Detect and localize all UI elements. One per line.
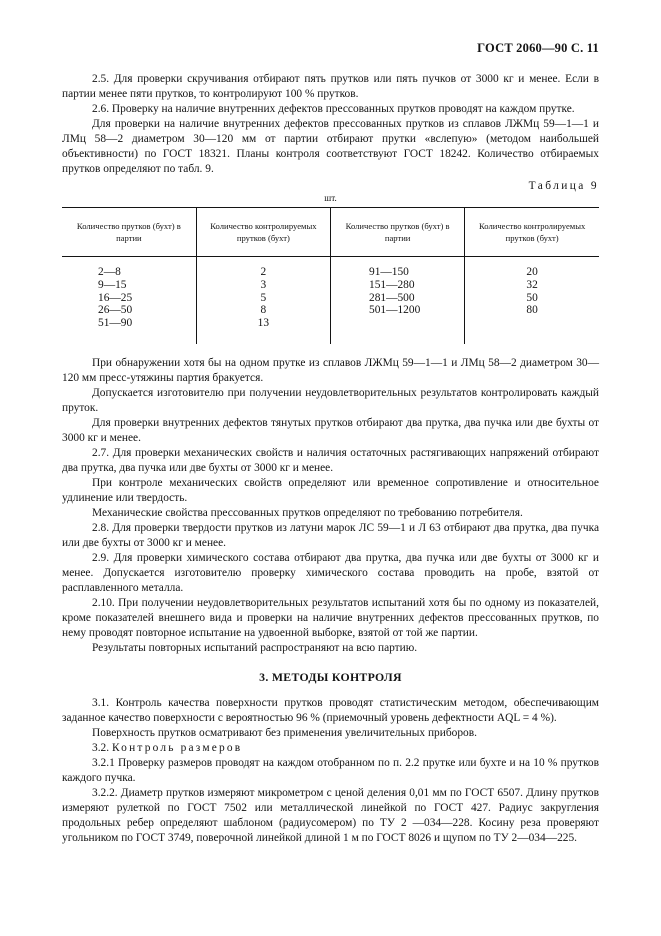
paragraph-allowed: Допускается изготовителю при получении неудовлетворительных результатов контролировать каждый пруток.	[62, 387, 599, 414]
column-controlled-1	[196, 257, 330, 345]
paragraph-2-9: 2.9. Для проверки химического состава отбирают два прутка, два пучка или две бухты от 3000 кг и менее. Допускается изготовителю проверку химического состава проводить на пробе, взятой от расплавленного металла.	[62, 552, 599, 594]
paragraph-2-6: 2.6. Проверку на наличие внутренних дефектов прессованных прутков проводят на каждом прутке.	[92, 103, 575, 115]
paragraph-3-1-surface: Поверхность прутков осматривают без применения увеличительных приборов.	[92, 727, 477, 739]
table-cell: 80	[526, 304, 538, 317]
table-cell: 151—280	[369, 278, 415, 291]
paragraph-drawn-bars: Для проверки внутренних дефектов тянутых прутков отбирают два прутка, два пучка или две бухты от 3000 кг и менее.	[62, 417, 599, 444]
column-controlled-2	[465, 257, 599, 345]
table-cell: 26—50	[98, 304, 133, 317]
table-cell: 51—90	[98, 317, 133, 330]
table-cell: 501—1200	[369, 304, 421, 317]
clause-title: Контроль размеров	[111, 742, 243, 754]
paragraph-rejection: При обнаружении хотя бы на одном прутке из сплавов ЛЖМц 59—1—1 и ЛМц 58—2 диаметром 30—120 мм пресс-утяжины партия бракуется.	[62, 357, 599, 384]
paragraph-pressed: Механические свойства прессованных прутков определяют по требованию потребителя.	[92, 507, 523, 519]
paragraph-3-2	[62, 741, 599, 756]
table-row	[62, 257, 599, 345]
table-cell: 8	[260, 304, 267, 317]
paragraph-2-6-details: Для проверки на наличие внутренних дефектов прессованных прутков из сплавов ЛЖМц 59—1—1 и ЛМц 58—2 диаметром 30—120 мм от партии отбирают прутки «вслепую» (методом наибольшей объективности) по ГОСТ 18321. Планы контроля соответствуют ГОСТ 18242. Количество отбираемых прутков определяют по табл. 9.	[62, 118, 599, 175]
table-cell: 50	[526, 291, 538, 304]
paragraph-2-10: 2.10. При получении неудовлетворительных результатов испытаний хотя бы по одному из показателей, кроме показателей внешнего вида и проверки на наличие внутренних дефектов прессованных прутков, по нему проводят повторное испытание на удвоенной выборке, взятой от той же партии.	[62, 597, 599, 639]
table-cell: 9—15	[98, 278, 127, 291]
column-lot-size-2	[331, 257, 465, 345]
table-cell: 13	[257, 317, 270, 330]
section-title: 3. МЕТОДЫ КОНТРОЛЯ	[259, 670, 402, 684]
paragraph-3-2-1: 3.2.1 Проверку размеров проводят на каждом отобранном по п. 2.2 прутке или бухте и на 10 % прутков каждого пучка.	[62, 757, 599, 784]
document-body	[62, 72, 599, 846]
table-caption: Таблица 9	[528, 180, 599, 192]
table-cell: 20	[526, 266, 538, 278]
table-header-row	[62, 208, 599, 257]
paragraph-results: Результаты повторных испытаний распространяют на всю партию.	[92, 642, 418, 654]
paragraph-3-1: 3.1. Контроль качества поверхности прутков проводят статистическим методом, обеспечивающим заданное качество поверхности с вероятностью 96 % (приемочный уровень дефектности AQL = 4 %).	[62, 697, 599, 724]
table-cell: 91—150	[369, 266, 409, 278]
header-lot-size-2: Количество прутков (бухт) в партии	[331, 208, 465, 257]
header-controlled-1: Количество контролируемых прутков (бухт)	[196, 208, 330, 257]
table-units: шт.	[324, 193, 337, 203]
paragraph-2-5: 2.5. Для проверки скручивания отбирают пять прутков или пять пучков от 3000 кг и менее. Если в партии менее пяти прутков, то контролируют 100 % прутков.	[62, 73, 599, 100]
column-lot-size-1	[62, 257, 196, 345]
table-cell: 5	[260, 291, 267, 304]
table-cell: 2—8	[98, 266, 121, 278]
paragraph-2-7: 2.7. Для проверки механических свойств и наличия остаточных растягивающих напряжений отбирают два прутка, два пучка или две бухты от 3000 кг и менее.	[62, 447, 599, 474]
table-cell: 281—500	[369, 291, 415, 304]
page-header: ГОСТ 2060—90 С. 11	[477, 41, 599, 55]
paragraph-mechanical: При контроле механических свойств определяют или временное сопротивление и относительное удлинение или твердость.	[62, 477, 599, 504]
table-cell: 3	[260, 278, 267, 291]
header-lot-size-1: Количество прутков (бухт) в партии	[62, 208, 196, 257]
header-controlled-2: Количество контролируемых прутков (бухт)	[465, 208, 599, 257]
paragraph-3-2-2: 3.2.2. Диаметр прутков измеряют микрометром с ценой деления 0,01 мм по ГОСТ 6507. Длину прутков измеряют рулеткой по ГОСТ 7502 или металлической линейкой по ГОСТ 427. Радиус закругления продольных ребер определяют шаблоном (радиусомером) по ТУ 2 —034—228. Косину реза проверяют угольником по ГОСТ 3749, поверочной линейкой длиной 1 м по ГОСТ 8026 и щупом по ТУ 2—034—225.	[62, 787, 599, 844]
table-cell: 32	[526, 278, 538, 291]
table-cell: 16—25	[98, 291, 133, 304]
table-9	[62, 207, 599, 344]
clause-number: 3.2.	[92, 742, 110, 754]
paragraph-2-8: 2.8. Для проверки твердости прутков из латуни марок ЛС 59—1 и Л 63 отбирают два прутка, два пучка или две бухты от 3000 кг и менее.	[62, 522, 599, 549]
table-cell: 2	[260, 266, 267, 278]
spacer	[62, 344, 599, 356]
